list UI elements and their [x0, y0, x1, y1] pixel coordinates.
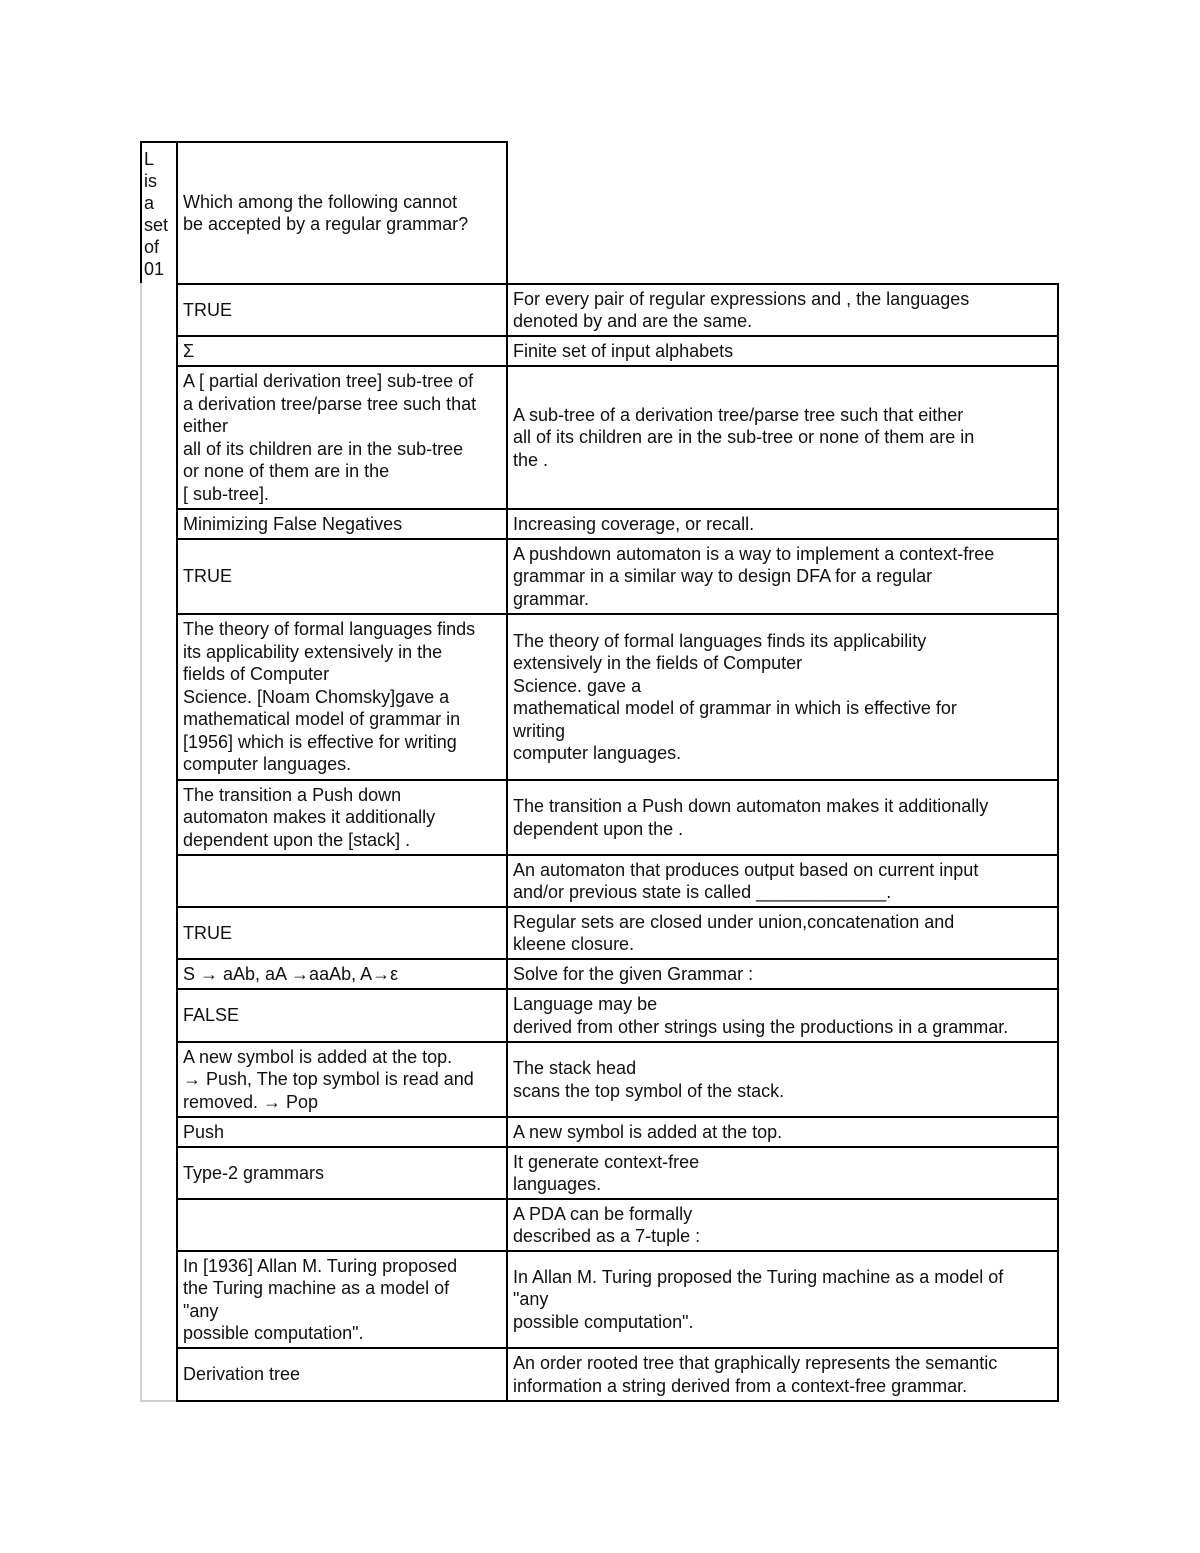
answer-text: FALSE — [183, 1005, 240, 1026]
answer-cell — [176, 283, 508, 337]
question-text: For every pair of regular expressions and , the languages denoted by and are the same. — [513, 288, 970, 331]
answer-text: The theory of formal languages finds its applicability extensively in the fields of Computer Science. [Noam Chomsky]gave a mathematical model of grammar in [1956] which is effective for writing computer languages. — [183, 619, 476, 775]
answer-text: Derivation tree — [183, 1364, 301, 1385]
question-cell — [506, 1198, 1059, 1252]
question-cell — [506, 1041, 1059, 1118]
answer-text: Push — [183, 1121, 225, 1142]
answer-cell — [176, 1146, 508, 1200]
question-text: A pushdown automaton is a way to implement a context-free grammar in a similar way to design DFA for a regular grammar. — [513, 543, 995, 609]
answer-cell — [176, 538, 508, 615]
answer-cell — [176, 958, 508, 990]
question-text: It generate context-free languages. — [513, 1151, 700, 1194]
row-index-cell — [140, 958, 178, 990]
question-cell — [506, 1146, 1059, 1200]
question-cell — [506, 906, 1059, 960]
question-cell — [506, 854, 1059, 908]
row-index-cell — [140, 365, 178, 510]
header-cell-a: L is a set of 01 — [140, 141, 178, 285]
row-index-cell — [140, 1347, 178, 1402]
question-cell — [506, 335, 1059, 367]
answer-text: Type-2 grammars — [183, 1162, 325, 1183]
question-text: Increasing coverage, or recall. — [513, 513, 755, 534]
question-text: Regular sets are closed under union,concatenation and kleene closure. — [513, 911, 955, 954]
question-text: An order rooted tree that graphically represents the semantic information a string derived from a context-free grammar. — [513, 1353, 998, 1396]
question-cell — [506, 988, 1059, 1043]
answer-cell — [176, 365, 508, 510]
row-index-cell — [140, 538, 178, 615]
row-index-cell — [140, 283, 178, 337]
answer-cell — [176, 1198, 508, 1252]
question-text: In Allan M. Turing proposed the Turing machine as a model of "any possible computation". — [513, 1266, 1004, 1332]
answer-cell — [176, 1041, 508, 1118]
row-index-cell — [140, 1116, 178, 1148]
question-cell — [506, 508, 1059, 540]
question-cell — [506, 779, 1059, 856]
row-index-cell — [140, 854, 178, 908]
row-index-cell — [140, 508, 178, 540]
question-cell — [506, 1250, 1059, 1349]
question-cell — [506, 365, 1059, 510]
answer-text: TRUE — [183, 922, 232, 943]
question-text: Language may be derived from other strings using the productions in a grammar. — [513, 994, 1009, 1037]
header-cell-b — [176, 141, 508, 285]
answer-text: Minimizing False Negatives — [183, 513, 403, 534]
row-index-cell — [140, 613, 178, 781]
question-text: A new symbol is added at the top. — [513, 1121, 783, 1142]
row-index-cell — [140, 1250, 178, 1349]
answer-cell — [176, 1116, 508, 1148]
question-cell — [506, 613, 1059, 781]
answer-cell — [176, 1250, 508, 1349]
question-text: An automaton that produces output based on current input and/or previous state is called _____________. — [513, 859, 979, 902]
row-index-cell — [140, 779, 178, 856]
answer-cell — [176, 854, 508, 908]
answer-text: S → aAb, aA →aaAb, A→ε — [183, 963, 399, 984]
question-cell — [506, 538, 1059, 615]
question-text: Solve for the given Grammar : — [513, 963, 754, 984]
answer-text: Σ — [183, 340, 195, 361]
question-text: The theory of formal languages finds its applicability extensively in the fields of Computer Science. gave a mathematical model of grammar in which is effective for writing computer languages. — [513, 630, 957, 763]
question-text: A sub-tree of a derivation tree/parse tree such that either all of its children are in the sub-tree or none of them are in the . — [513, 404, 975, 470]
answer-cell — [176, 1347, 508, 1402]
row-index-cell — [140, 1198, 178, 1252]
question-cell — [506, 958, 1059, 990]
answer-cell — [176, 508, 508, 540]
question-cell — [506, 1116, 1059, 1148]
answer-text: TRUE — [183, 566, 232, 587]
row-index-cell — [140, 1041, 178, 1118]
header-question-text: Which among the following cannot be accepted by a regular grammar? — [183, 192, 469, 234]
question-text: Finite set of input alphabets — [513, 340, 734, 361]
question-cell — [506, 283, 1059, 337]
answer-text: In [1936] Allan M. Turing proposed the Turing machine as a model of "any possible computation". — [183, 1255, 458, 1343]
answer-cell — [176, 906, 508, 960]
row-index-cell — [140, 906, 178, 960]
question-cell — [506, 1347, 1059, 1402]
answer-text: A [ partial derivation tree] sub-tree of a derivation tree/parse tree such that either all of its children are in the sub-tree or none of them are in the [ sub-tree]. — [183, 371, 477, 504]
answer-text: TRUE — [183, 299, 232, 320]
question-text: The stack head scans the top symbol of the stack. — [513, 1058, 785, 1101]
question-text: A PDA can be formally described as a 7-tuple : — [513, 1203, 701, 1246]
answer-text: A new symbol is added at the top. → Push, The top symbol is read and removed. → Pop — [183, 1046, 474, 1112]
question-text: The transition a Push down automaton makes it additionally dependent upon the . — [513, 796, 989, 839]
answer-cell — [176, 988, 508, 1043]
answer-cell — [176, 779, 508, 856]
answer-cell — [176, 335, 508, 367]
row-index-cell — [140, 988, 178, 1043]
row-index-cell — [140, 1146, 178, 1200]
answer-cell — [176, 613, 508, 781]
row-index-cell — [140, 335, 178, 367]
answer-text: The transition a Push down automaton makes it additionally dependent upon the [stack] . — [183, 784, 436, 850]
